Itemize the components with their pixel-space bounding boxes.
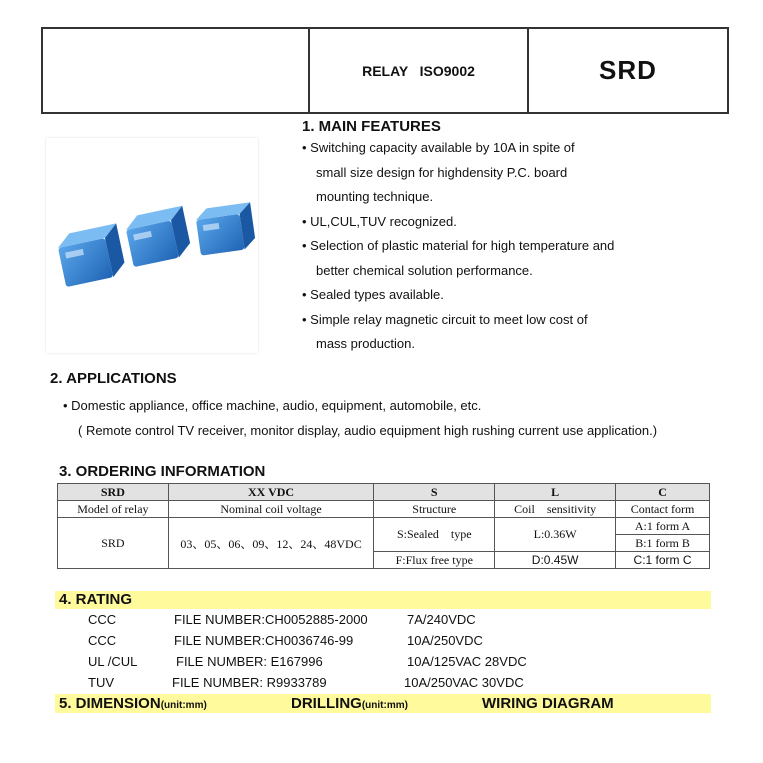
rating-value: 10A/125VAC 28VDC bbox=[407, 654, 527, 669]
rating-agency: CCC bbox=[88, 633, 117, 648]
table-cell: SRD bbox=[58, 518, 169, 569]
table-cell: S:Sealed type bbox=[374, 518, 495, 552]
feature-item bbox=[302, 308, 732, 357]
rating-highlight-band bbox=[55, 591, 711, 609]
feature-line: small size design for highdensity P.C. board bbox=[316, 164, 568, 180]
dimension-unit: (unit:mm) bbox=[160, 700, 207, 711]
rating-value: 10A/250VAC 30VDC bbox=[404, 675, 524, 690]
rating-file-number: FILE NUMBER: E167996 bbox=[176, 654, 323, 669]
table-cell: L:0.36W bbox=[495, 518, 616, 552]
table-cell: Nominal coil voltage bbox=[168, 501, 374, 518]
feature-item bbox=[302, 210, 732, 235]
rating-agency: TUV bbox=[88, 675, 114, 690]
table-cell: XX VDC bbox=[168, 484, 374, 501]
header-box bbox=[41, 27, 729, 114]
table-row bbox=[58, 518, 710, 535]
table-cell: D:0.45W bbox=[495, 552, 616, 569]
feature-item bbox=[302, 234, 732, 283]
table-cell: Contact form bbox=[616, 501, 710, 518]
rating-agency: CCC bbox=[88, 612, 117, 627]
drilling-label: DRILLING bbox=[291, 695, 362, 712]
rating-file-number: FILE NUMBER:CH0052885-2000 bbox=[174, 612, 368, 627]
feature-line: • Simple relay magnetic circuit to meet low cost of bbox=[302, 311, 588, 327]
feature-line: mass production. bbox=[316, 336, 415, 351]
applications-text bbox=[63, 394, 753, 443]
feature-line: • UL,CUL,TUV recognized. bbox=[302, 213, 457, 229]
rating-value: 7A/240VDC bbox=[407, 612, 476, 627]
feature-line: • Switching capacity available by 10A in spite of bbox=[302, 140, 575, 155]
feature-line: mounting technique. bbox=[316, 189, 434, 204]
applications-title: 2. APPLICATIONS bbox=[50, 370, 177, 387]
table-cell: F:Flux free type bbox=[374, 552, 495, 569]
rating-file-number: FILE NUMBER:CH0036746-99 bbox=[174, 633, 354, 648]
dimension-title bbox=[59, 695, 207, 712]
table-cell: C:1 form C bbox=[616, 552, 710, 569]
rating-title: 4. RATING bbox=[59, 591, 133, 608]
features-list bbox=[302, 136, 732, 357]
relay-illustration bbox=[46, 138, 258, 353]
feature-item bbox=[302, 136, 732, 210]
table-cell: L bbox=[495, 484, 616, 501]
header-blank-cell bbox=[43, 29, 310, 112]
ordering-title: 3. ORDERING INFORMATION bbox=[59, 463, 266, 480]
table-cell: B:1 form B bbox=[616, 535, 710, 552]
feature-item bbox=[302, 283, 732, 308]
feature-line: better chemical solution performance. bbox=[316, 262, 533, 278]
rating-value: 10A/250VDC bbox=[407, 633, 483, 648]
relay-product-photo bbox=[46, 138, 258, 353]
table-cell: S bbox=[374, 484, 495, 501]
rating-file-number: FILE NUMBER: R9933789 bbox=[172, 675, 327, 690]
applications-line: • Domestic appliance, office machine, audio, equipment, automobile, etc. bbox=[63, 398, 482, 413]
applications-line: ( Remote control TV receiver, monitor display, audio equipment high rushing current use application.) bbox=[78, 422, 658, 438]
table-cell: Structure bbox=[374, 501, 495, 518]
header-title: RELAY ISO9002 bbox=[310, 29, 529, 112]
table-cell: Coil sensitivity bbox=[495, 501, 616, 518]
drilling-unit: (unit:mm) bbox=[361, 700, 408, 711]
rating-agency: UL /CUL bbox=[88, 654, 138, 669]
table-cell: A:1 form A bbox=[616, 518, 710, 535]
table-cell: SRD bbox=[58, 484, 169, 501]
header-model: SRD bbox=[599, 55, 657, 85]
table-row bbox=[58, 501, 710, 518]
features-title: 1. MAIN FEATURES bbox=[302, 118, 441, 135]
dimension-label: 5. DIMENSION bbox=[59, 695, 161, 712]
table-cell: C bbox=[616, 484, 710, 501]
feature-line: • Selection of plastic material for high temperature and bbox=[302, 238, 615, 253]
feature-line: • Sealed types available. bbox=[302, 287, 444, 302]
table-row bbox=[58, 484, 710, 501]
ordering-table bbox=[57, 483, 710, 569]
table-cell: 03、05、06、09、12、24、48VDC bbox=[168, 518, 374, 569]
wiring-diagram-title: WIRING DIAGRAM bbox=[482, 695, 614, 712]
table-cell: Model of relay bbox=[58, 501, 169, 518]
drilling-title bbox=[291, 695, 408, 712]
